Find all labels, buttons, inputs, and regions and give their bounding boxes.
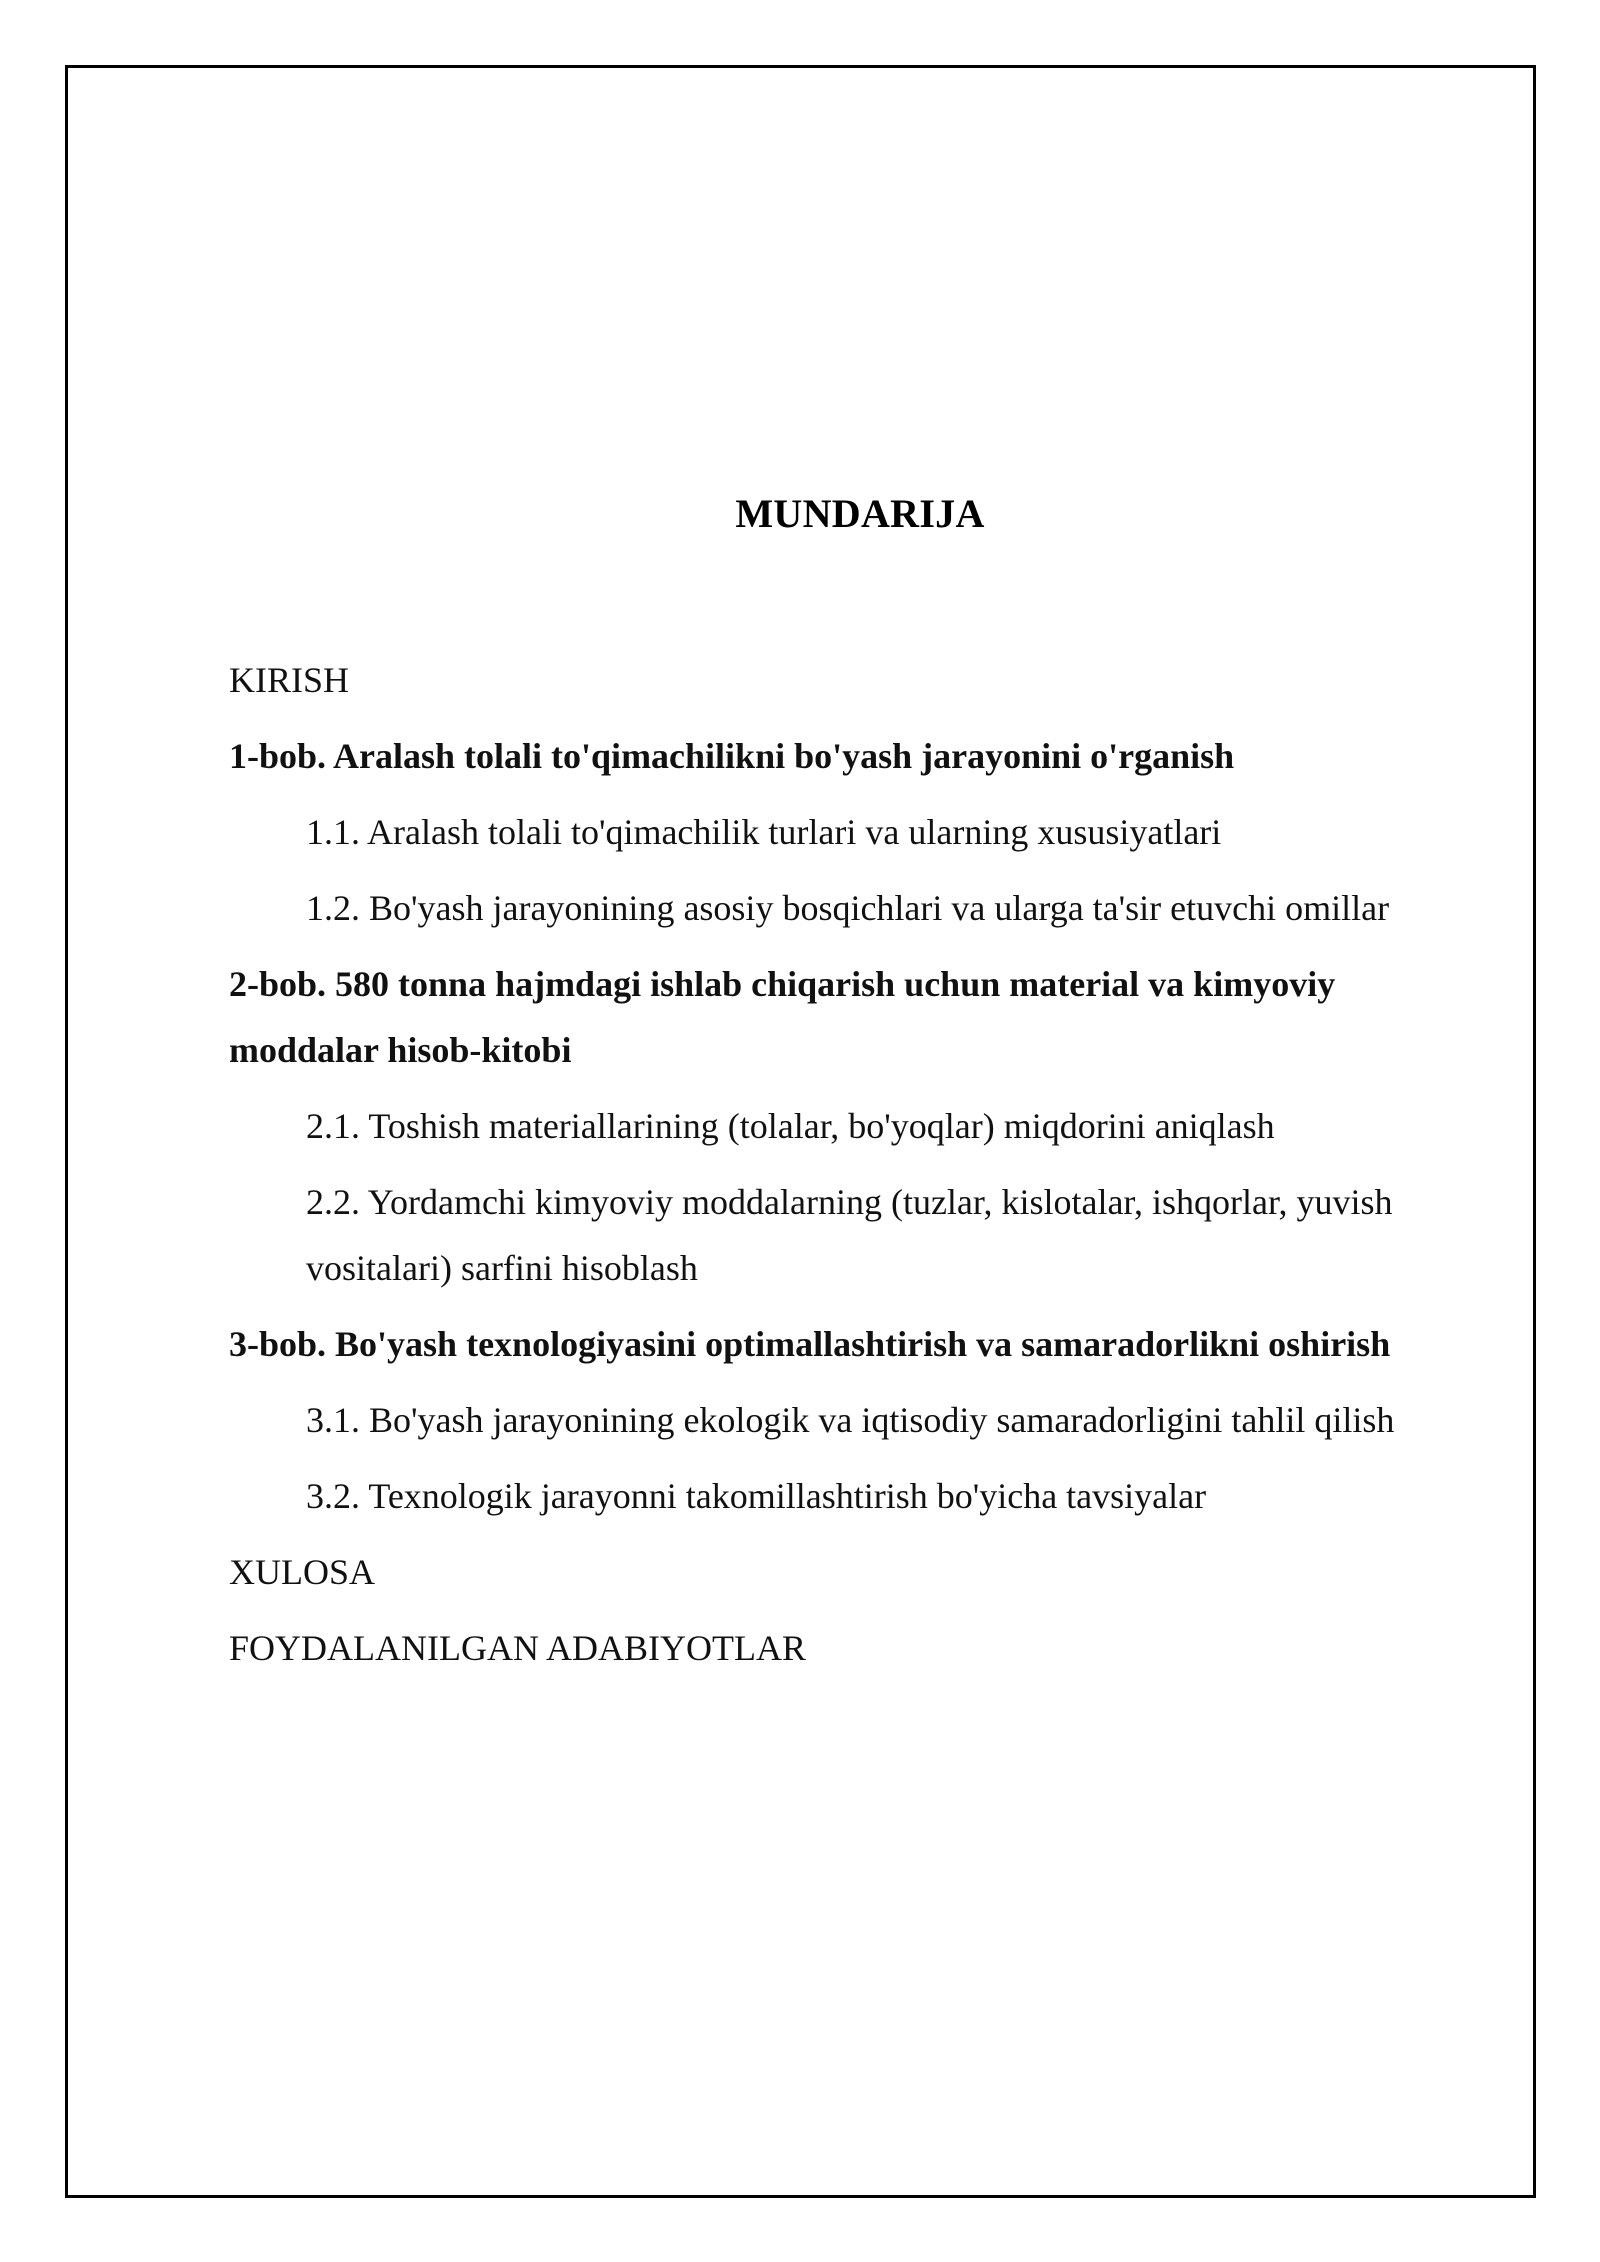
toc-entry-chapter-1: 1-bob. Aralash tolali to'qimachilikni bo'yash jarayonini o'rganish (229, 736, 1235, 776)
toc-entry-conclusion: XULOSA (229, 1552, 376, 1592)
toc-entry-references: FOYDALANILGAN ADABIYOTLAR (229, 1628, 806, 1668)
toc-entry-section-1-1: 1.1. Aralash tolali to'qimachilik turlari va ularning xususiyatlari (306, 812, 1222, 852)
toc-entry-section-3-1: 3.1. Bo'yash jarayonining ekologik va iqtisodiy samaradorligini tahlil qilish (306, 1400, 1395, 1440)
table-of-contents (229, 647, 1464, 1691)
toc-entry-chapter-2: 2-bob. 580 tonna hajmdagi ishlab chiqarish uchun material va kimyoviy moddalar hisob-kitobi (229, 964, 1336, 1070)
toc-entry-section-1-2: 1.2. Bo'yash jarayonining asosiy bosqichlari va ularga ta'sir etuvchi omillar (306, 888, 1390, 928)
toc-entry-intro: KIRISH (229, 660, 350, 700)
toc-entry-chapter-3: 3-bob. Bo'yash texnologiyasini optimallashtirish va samaradorlikni oshirish (229, 1324, 1391, 1364)
toc-entry-section-2-1: 2.1. Toshish materiallarining (tolalar, bo'yoqlar) miqdorini aniqlash (306, 1106, 1275, 1146)
toc-entry-section-2-2: 2.2. Yordamchi kimyoviy moddalarning (tuzlar, kislotalar, ishqorlar, yuvish vositalari) sarfini hisoblash (306, 1182, 1393, 1288)
toc-entry-section-3-2: 3.2. Texnologik jarayonni takomillashtirish bo'yicha tavsiyalar (306, 1476, 1207, 1516)
page-title: MUNDARIJA (735, 490, 985, 536)
